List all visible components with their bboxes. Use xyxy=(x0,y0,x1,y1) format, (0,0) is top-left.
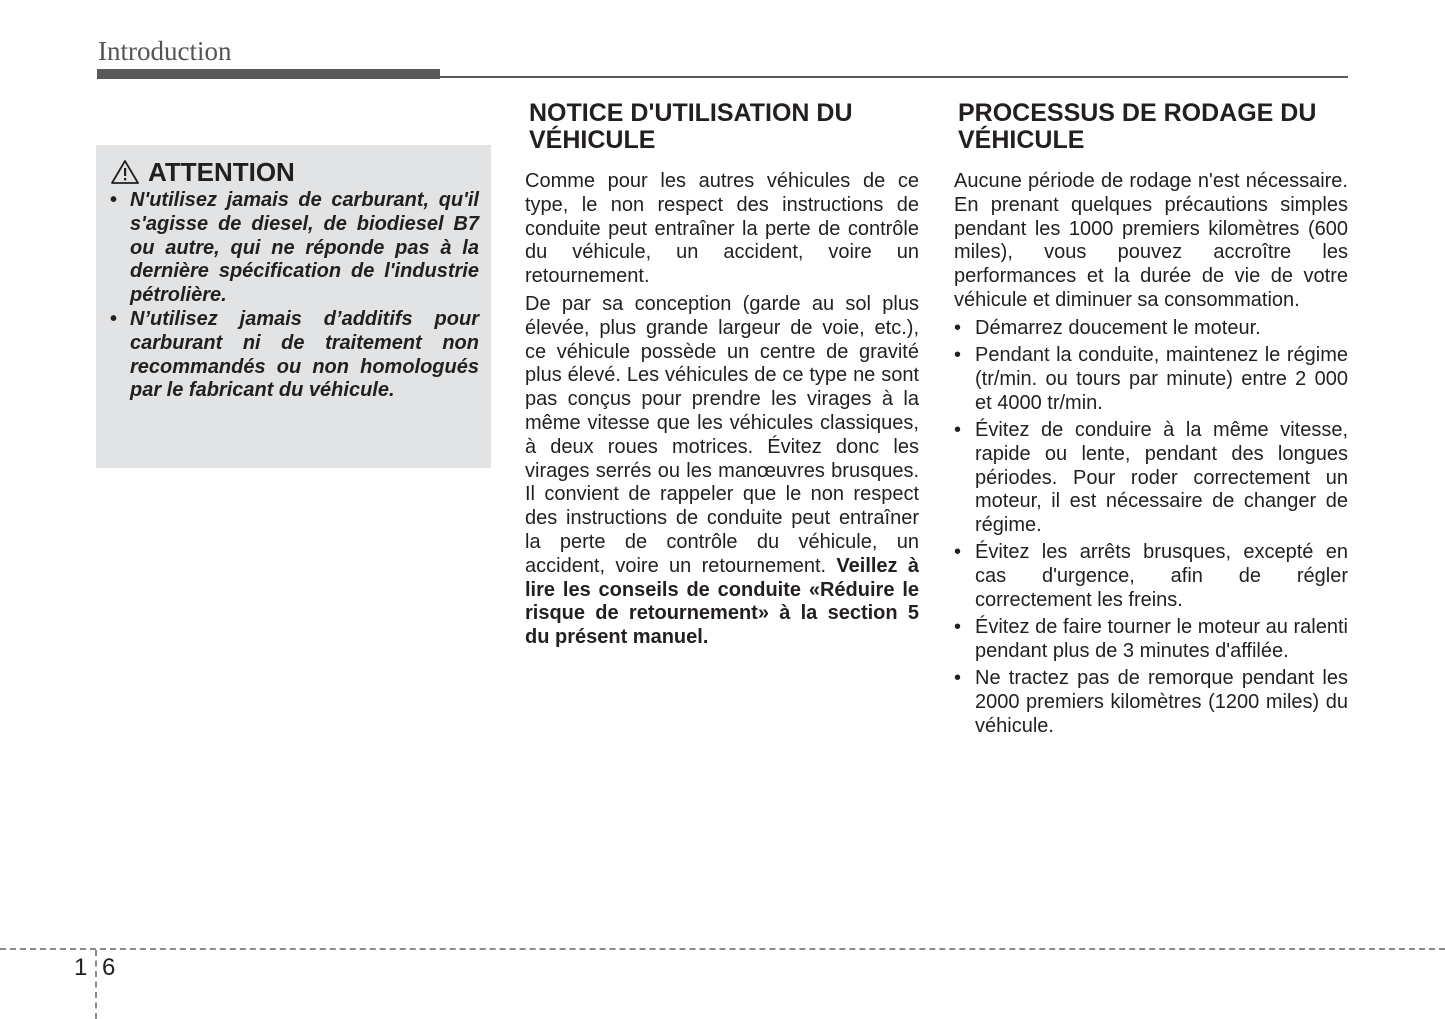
notice-paragraph-2 xyxy=(525,293,919,650)
notice-paragraph-2-bold: Veillez à lire les conseils de conduite «Réduire le risque de retournement» à la section 5 du présent manuel. xyxy=(525,554,919,649)
warning-title: ATTENTION xyxy=(148,156,295,187)
notice-paragraph-2-text: De par sa conception (garde au sol plus élevée, plus grande largeur de voie, etc.), ce véhicule possède un centre de gravité plus élevé. Les véhicules de ce type ne sont pas conçus pour prendre les virages à la même vitesse que les véhicules classiques, à deux roues motrices. Évitez donc les virages serrés ou les manœuvres brusques. Il convient de rappeler que le non respect des instructions de conduite peut entraîner la perte de contrôle du véhicule, un accident, voire un retournement. xyxy=(525,292,919,577)
break-in-heading: PROCESSUS DE RODAGE DU VÉHICULE xyxy=(958,99,1317,154)
list-item: • Pendant la conduite, maintenez le régime (tr/min. ou tours par minute) entre 2 000 et 4000 tr/min. xyxy=(954,344,1348,415)
warning-heading xyxy=(110,157,479,187)
footer-dashed-rule xyxy=(0,948,1445,950)
header-rule-thin xyxy=(440,76,1348,78)
warning-box xyxy=(96,145,491,468)
section-title: Introduction xyxy=(98,36,232,66)
notice-column xyxy=(525,100,919,654)
list-item: • Évitez de faire tourner le moteur au ralenti pendant plus de 3 minutes d'affilée. xyxy=(954,616,1348,664)
break-in-intro: Aucune période de rodage n'est nécessaire. En prenant quelques précautions simples pendant les 1000 premiers kilomètres (600 miles), vous pouvez accroître les performances et la durée de vie de votre véhicule et diminuer sa consommation. xyxy=(954,170,1348,311)
list-item: • Évitez de conduire à la même vitesse, rapide ou lente, pendant des longues périodes. Pour roder correctement un moteur, il est nécessaire de changer de régime. xyxy=(954,419,1348,538)
page-number: 6 xyxy=(102,954,116,981)
break-in-column xyxy=(954,100,1348,742)
footer-dashed-divider xyxy=(95,950,97,1019)
break-in-list xyxy=(954,317,1348,739)
header-rule-thick xyxy=(97,69,440,79)
warning-item: • N’utilisez jamais d’additifs pour carburant ni de traitement non recommandés ou non homologués par le fabricant du véhicule. xyxy=(110,308,479,403)
warning-item: • N'utilisez jamais de carburant, qu'il s'agisse de diesel, de biodiesel B7 ou autre, qui ne réponde pas à la dernière spécification de l'industrie pétrolière. xyxy=(110,189,479,308)
notice-paragraph-1: Comme pour les autres véhicules de ce type, le non respect des instructions de conduite peut entraîner la perte de contrôle du véhicule, un accident, voire un retournement. xyxy=(525,170,919,288)
list-item: • Démarrez doucement le moteur. xyxy=(954,317,1348,341)
notice-heading: NOTICE D'UTILISATION DU VÉHICULE xyxy=(529,99,853,154)
warning-list xyxy=(110,189,479,403)
list-item: • Évitez les arrêts brusques, excepté en cas d'urgence, afin de régler correctement les freins. xyxy=(954,541,1348,612)
warning-triangle-icon xyxy=(110,159,140,185)
list-item: • Ne tractez pas de remorque pendant les 2000 premiers kilomètres (1200 miles) du véhicule. xyxy=(954,667,1348,738)
chapter-number: 1 xyxy=(74,954,88,981)
